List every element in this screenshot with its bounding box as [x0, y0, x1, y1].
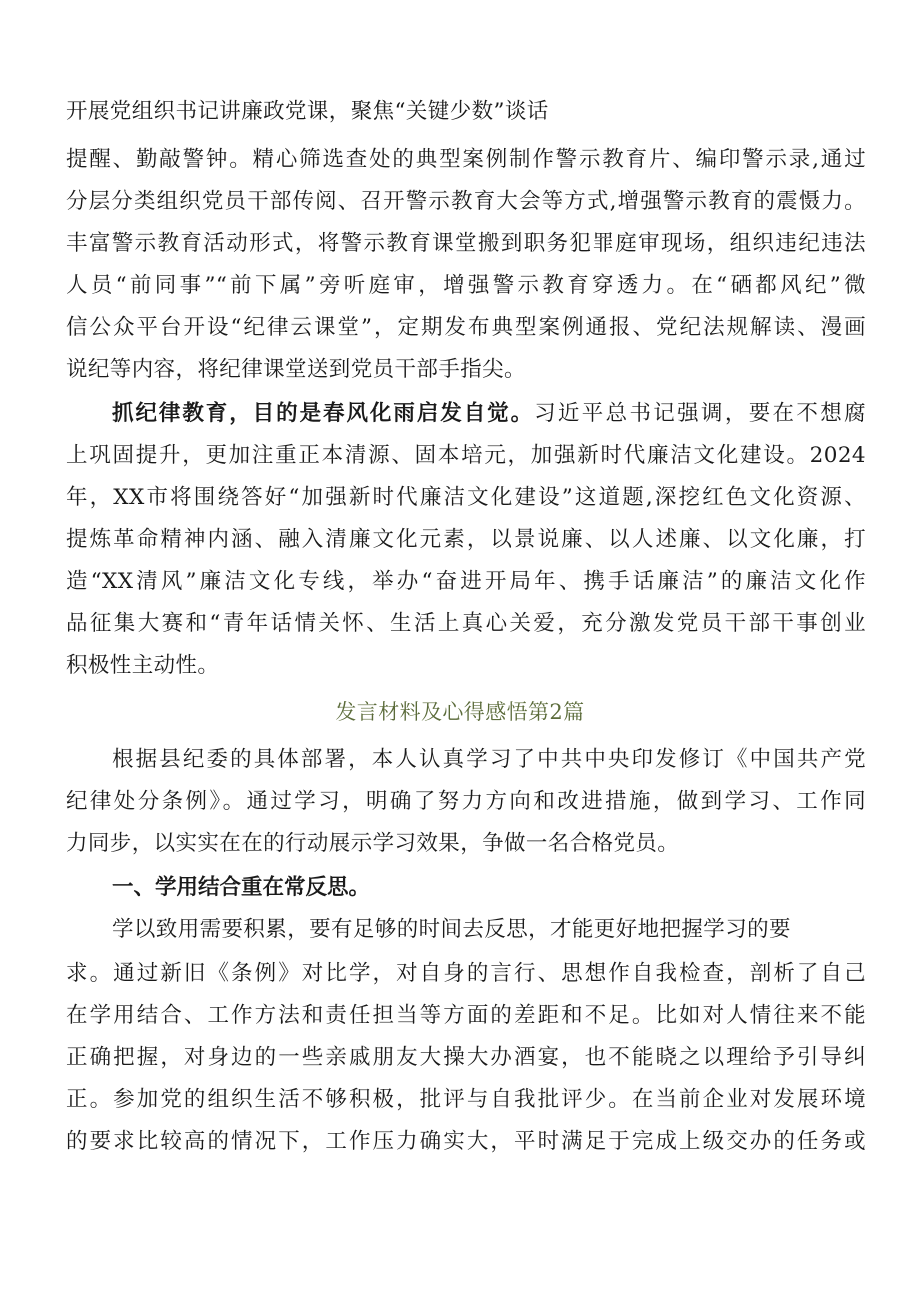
text-line: 力同步，以实实在在的行动展示学习效果，争做一名合格党员。 — [66, 831, 680, 856]
text-line: 在学用结合、工作方法和责任担当等方面的差距和不足。比如对人情往来不能 — [66, 1003, 866, 1028]
text-line: 品征集大赛和“青年话情关怀、生活上真心关爱，充分激发党员干部干事创业 — [66, 611, 866, 636]
text-line: 信公众平台开设“纪律云课堂”，定期发布典型案例通报、党纪法规解读、漫画 — [66, 315, 866, 340]
text-line: 纪律处分条例》。通过学习，明确了努力方向和改进措施，做到学习、工作同 — [66, 789, 866, 814]
text-line: 开展党组织书记讲廉政党课，聚焦“关键少数”谈话 — [66, 99, 549, 124]
paragraph-lead-line — [112, 399, 866, 429]
text-line: 提炼革命精神内涵、融入清廉文化元素，以景说廉、以人述廉、以文化廉，打 — [66, 527, 866, 552]
subheading: 一、学用结合重在常反思。 — [112, 875, 371, 900]
text-line: 的要求比较高的情况下，工作压力确实大，平时满足于完成上级交办的任务或 — [66, 1129, 866, 1154]
text-line: 学以致用需要积累，要有足够的时间去反思，才能更好地把握学习的要 — [112, 917, 791, 942]
section-heading: 发言材料及心得感悟第2篇 — [335, 700, 585, 724]
text-line: 积极性主动性。 — [66, 653, 220, 678]
text-line: 丰富警示教育活动形式，将警示教育课堂搬到职务犯罪庭审现场，组织违纪违法 — [66, 231, 866, 256]
text-line: 分层分类组织党员干部传阅、召开警示教育大会等方式,增强警示教育的震慑力。 — [66, 189, 866, 214]
text-line: 提醒、勤敲警钟。精心筛选查处的典型案例制作警示教育片、编印警示录,通过 — [66, 147, 866, 172]
text-line: 根据县纪委的具体部署，本人认真学习了中共中央印发修订《中国共产党 — [112, 747, 866, 772]
text-line: 正确把握，对身边的一些亲戚朋友大操大办酒宴，也不能晓之以理给予引导纠 — [66, 1045, 866, 1070]
text-line: 上巩固提升，更加注重正本清源、固本培元，加强新时代廉洁文化建设。2024 — [66, 443, 866, 468]
text-line: 正。参加党的组织生活不够积极，批评与自我批评少。在当前企业对发展环境 — [66, 1087, 866, 1112]
text-line: 造“XX清风”廉洁文化专线，举办“奋进开局年、携手话廉洁”的廉洁文化作 — [66, 569, 866, 594]
bold-lead-sentence: 抓纪律教育，目的是春风化雨启发自觉。 — [112, 401, 535, 426]
text-line: 年，XX市将围绕答好“加强新时代廉洁文化建设”这道题,深挖红色文化资源、 — [66, 485, 866, 510]
lead-rest: 习近平总书记强调，要在不想腐 — [534, 401, 866, 426]
text-line: 说纪等内容，将纪律课堂送到党员干部手指尖。 — [66, 357, 526, 382]
text-line: 人员“前同事”“前下属”旁听庭审，增强警示教育穿透力。在“硒都风纪”微 — [66, 273, 866, 298]
text-line: 求。通过新旧《条例》对比学，对自身的言行、思想作自我检查，剖析了自己 — [66, 961, 866, 986]
